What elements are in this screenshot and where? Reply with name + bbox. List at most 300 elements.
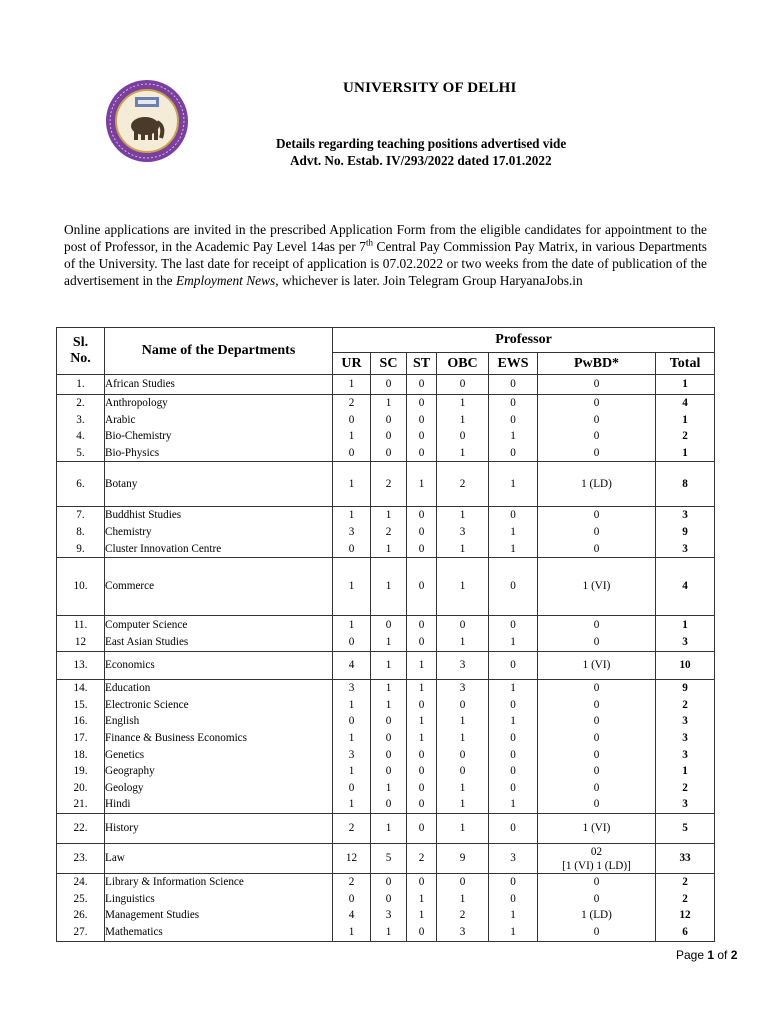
cell-line: 9 — [682, 682, 688, 695]
cell-line: 1 — [348, 430, 355, 443]
cell-line: 1 — [682, 619, 688, 632]
cell-st — [407, 844, 437, 874]
cell-line: 10 — [679, 659, 691, 672]
cell-line: 1 — [510, 798, 516, 811]
cell-line: 1 — [510, 925, 516, 938]
cell-line: 3 — [682, 798, 688, 811]
cell-line: 0 — [418, 781, 425, 794]
cell-line: 2 — [385, 478, 392, 491]
cell-sl — [57, 375, 105, 395]
cell-line: 1 — [348, 798, 355, 811]
cell-line: 1 — [385, 580, 392, 593]
cell-line: 0 — [418, 748, 425, 761]
cell-line: 1 — [682, 765, 688, 778]
cell-line: 0 — [510, 397, 516, 409]
cell-line: 3 — [348, 682, 355, 695]
cell-line: 2. — [76, 397, 85, 409]
cell-line: 0 — [510, 822, 516, 835]
cell-line: 2 — [682, 892, 688, 905]
cell-sl — [57, 680, 105, 814]
cell-line: 0 — [593, 525, 600, 538]
cell-dept — [105, 814, 333, 844]
cell-line: 0 — [510, 732, 516, 745]
cell-line: Library & Information Science — [105, 876, 244, 889]
cell-line: 0 — [593, 892, 600, 905]
cell-line: East Asian Studies — [105, 635, 189, 648]
cell-line: 1 — [348, 580, 355, 593]
cell-st — [407, 558, 437, 616]
cell-line: 4 — [348, 909, 355, 922]
cell-line: Linguistics — [105, 892, 155, 905]
cell-line: 16. — [73, 715, 88, 728]
university-seal-icon — [105, 78, 189, 164]
cell-line: 1 (LD) — [581, 478, 612, 491]
cell-line: 0 — [593, 509, 600, 522]
cell-line: 1 — [385, 509, 392, 522]
cell-sc — [371, 652, 407, 680]
cell-ur — [333, 680, 371, 814]
cell-line: Commerce — [105, 580, 155, 593]
cell-line: 1 — [459, 822, 466, 835]
cell-line: 0 — [459, 619, 466, 632]
cell-line: 9. — [76, 542, 85, 555]
cell-sl — [57, 844, 105, 874]
cell-line: 0 — [385, 798, 392, 811]
cell-total — [656, 507, 715, 558]
cell-line: 0 — [418, 698, 425, 711]
cell-ews — [489, 680, 538, 814]
cell-line: Arabic — [105, 413, 136, 426]
cell-line: 0 — [348, 635, 355, 648]
cell-line: 1 (VI) — [582, 822, 611, 835]
table-row — [57, 680, 715, 814]
cell-sc — [371, 375, 407, 395]
cell-line: 1 — [348, 619, 355, 632]
cell-line: 1 — [348, 925, 355, 938]
cell-line: 0 — [385, 765, 392, 778]
cell-line: 1 — [385, 397, 392, 409]
col-header-sl-line1: Sl. — [72, 335, 89, 350]
cell-line: 0 — [510, 619, 516, 632]
table-row — [57, 814, 715, 844]
cell-line: 1 — [459, 580, 466, 593]
cell-obc — [437, 652, 489, 680]
cell-line: 19. — [73, 765, 88, 778]
cell-total — [656, 616, 715, 652]
cell-line: 1 — [510, 715, 516, 728]
cell-dept — [105, 395, 333, 462]
cell-line: 1 — [682, 446, 688, 459]
cell-line: 0 — [593, 765, 600, 778]
cell-line: 0 — [418, 822, 425, 835]
cell-line: 0 — [418, 446, 425, 459]
cell-ews — [489, 462, 538, 507]
cell-line: Bio-Chemistry — [105, 430, 172, 443]
cell-line: 1 — [348, 732, 355, 745]
col-header-sc: SC — [371, 353, 407, 375]
intro-text-1: Online applications are invited in the prescribed Application Form from the eligible candidates for appointment to the post of Professor, in the Academic Pay Level 14as per 7 — [64, 222, 707, 254]
cell-line: 6. — [76, 478, 85, 491]
cell-line: 2 — [682, 781, 688, 794]
cell-line: 1 (LD) — [581, 909, 612, 922]
cell-line: 1 — [459, 781, 466, 794]
cell-line: 1 — [510, 635, 516, 648]
cell-line: 3 — [459, 659, 466, 672]
cell-ews — [489, 652, 538, 680]
cell-line: 8 — [682, 478, 688, 491]
cell-line: Hindi — [105, 798, 131, 811]
cell-st — [407, 507, 437, 558]
cell-line: 0 — [593, 413, 600, 426]
cell-line: 0 — [418, 765, 425, 778]
cell-line: 4 — [682, 397, 688, 409]
cell-line: 2 — [459, 909, 466, 922]
cell-line: 0 — [510, 892, 516, 905]
cell-sl — [57, 652, 105, 680]
col-header-professor: Professor — [333, 328, 715, 353]
cell-line: 2 — [348, 822, 355, 835]
cell-line: Geography — [105, 765, 155, 778]
cell-ur — [333, 375, 371, 395]
cell-line: 1 — [682, 378, 688, 391]
cell-dept — [105, 616, 333, 652]
table-row — [57, 652, 715, 680]
cell-ews — [489, 375, 538, 395]
cell-line: 3 — [459, 525, 466, 538]
cell-sl — [57, 558, 105, 616]
cell-line: 1 — [385, 659, 392, 672]
cell-ur — [333, 507, 371, 558]
cell-line: 1 — [682, 413, 688, 426]
advert-number: Advt. No. Estab. IV/293/2022 dated 17.01.2022 — [290, 153, 552, 168]
cell-line: Genetics — [105, 748, 145, 761]
cell-line: 1 — [459, 446, 466, 459]
cell-total — [656, 462, 715, 507]
table-row — [57, 874, 715, 941]
cell-line: 0 — [418, 413, 425, 426]
cell-line: 0 — [593, 430, 600, 443]
cell-line: 0 — [593, 732, 600, 745]
cell-line: 0 — [593, 748, 600, 761]
cell-line: Chemistry — [105, 525, 152, 538]
cell-line: 12 — [74, 635, 87, 648]
cell-pwbd — [538, 652, 656, 680]
cell-line: 2 — [385, 525, 392, 538]
col-header-sl-line2: No. — [70, 351, 91, 366]
cell-line: 0 — [459, 430, 466, 443]
cell-pwbd — [538, 558, 656, 616]
university-name: UNIVERSITY OF DELHI — [343, 80, 517, 96]
cell-line: 2 — [682, 876, 688, 889]
table-row — [57, 395, 715, 462]
cell-line: 1 — [510, 430, 516, 443]
cell-line: 0 — [459, 698, 466, 711]
cell-line: 1 — [418, 682, 425, 695]
cell-st — [407, 874, 437, 941]
cell-line: Computer Science — [105, 619, 188, 632]
cell-st — [407, 375, 437, 395]
cell-total — [656, 375, 715, 395]
cell-line: 15. — [73, 698, 88, 711]
col-header-sl — [57, 328, 105, 375]
cell-line: 1 — [510, 525, 516, 538]
cell-line: 0 — [510, 748, 516, 761]
cell-line: 3 — [348, 525, 355, 538]
cell-ur — [333, 558, 371, 616]
cell-total — [656, 652, 715, 680]
cell-line: 0 — [418, 430, 425, 443]
col-header-obc: OBC — [437, 353, 489, 375]
cell-ews — [489, 507, 538, 558]
cell-pwbd — [538, 874, 656, 941]
cell-line: 0 — [418, 397, 425, 409]
cell-sc — [371, 616, 407, 652]
cell-obc — [437, 507, 489, 558]
cell-line: 33 — [679, 852, 691, 865]
cell-ews — [489, 844, 538, 874]
cell-ur — [333, 462, 371, 507]
cell-line: 1 — [459, 715, 466, 728]
cell-total — [656, 844, 715, 874]
cell-dept — [105, 652, 333, 680]
cell-line: 0 — [348, 446, 355, 459]
cell-line: Finance & Business Economics — [105, 732, 248, 745]
cell-line: 1 — [348, 378, 355, 391]
cell-line: 3 — [385, 909, 392, 922]
cell-line: 0 — [418, 619, 425, 632]
cell-line: 0 — [593, 798, 600, 811]
cell-line: 0 — [385, 892, 392, 905]
cell-line: 1 — [385, 925, 392, 938]
cell-line: 1. — [76, 378, 85, 391]
cell-line: 0 — [593, 397, 600, 409]
cell-line: 1 (VI) — [582, 659, 611, 672]
cell-sc — [371, 395, 407, 462]
cell-line: 18. — [73, 748, 88, 761]
cell-line: 1 — [348, 478, 355, 491]
cell-line: 24. — [73, 876, 88, 889]
cell-line: 0 — [459, 765, 466, 778]
cell-line: 1 — [418, 715, 425, 728]
intro-text-2: Central Pay Commission Pay Matrix, in various Departments of the University. The last date for receipt of application is 07.02.2022 or two weeks from the date of publication of the advertisement in the — [64, 239, 708, 288]
cell-sc — [371, 680, 407, 814]
cell-line: 9 — [682, 525, 688, 538]
cell-line: 1 — [510, 478, 516, 491]
cell-line: 0 — [418, 876, 425, 889]
cell-line: 2 — [348, 397, 355, 409]
cell-line: 0 — [418, 798, 425, 811]
cell-obc — [437, 814, 489, 844]
cell-line: Geology — [105, 781, 144, 794]
cell-line: Anthropology — [105, 397, 168, 409]
cell-st — [407, 462, 437, 507]
cell-line: 1 — [348, 765, 355, 778]
cell-line: African Studies — [105, 378, 175, 391]
col-header-total: Total — [656, 353, 715, 375]
cell-sl — [57, 616, 105, 652]
cell-st — [407, 652, 437, 680]
cell-line: 3 — [682, 509, 688, 522]
page-prefix: Page — [676, 948, 708, 962]
cell-line: 2 — [459, 478, 466, 491]
cell-ur — [333, 616, 371, 652]
cell-line: 0 — [593, 635, 600, 648]
cell-sl — [57, 395, 105, 462]
cell-line: 0 — [510, 765, 516, 778]
cell-pwbd — [538, 680, 656, 814]
cell-line: 3 — [510, 852, 516, 865]
cell-line: 0 — [348, 542, 355, 555]
intro-paragraph — [64, 221, 707, 289]
cell-sc — [371, 558, 407, 616]
cell-sc — [371, 844, 407, 874]
cell-line: 1 — [459, 798, 466, 811]
cell-dept — [105, 507, 333, 558]
cell-ur — [333, 844, 371, 874]
cell-line: 0 — [593, 619, 600, 632]
cell-line: 10. — [73, 580, 88, 593]
cell-dept — [105, 680, 333, 814]
cell-line: 1 — [459, 732, 466, 745]
cell-ews — [489, 558, 538, 616]
cell-line: 1 — [459, 892, 466, 905]
cell-line: 0 — [348, 892, 355, 905]
cell-line: 23. — [73, 852, 88, 865]
cell-line: 0 — [348, 781, 355, 794]
cell-ews — [489, 395, 538, 462]
cell-line: 3 — [682, 748, 688, 761]
cell-line: 0 — [385, 413, 392, 426]
table-row — [57, 558, 715, 616]
cell-line: Cluster Innovation Centre — [105, 542, 222, 555]
cell-dept — [105, 558, 333, 616]
cell-ews — [489, 616, 538, 652]
cell-dept — [105, 462, 333, 507]
cell-sl — [57, 462, 105, 507]
page-number — [676, 948, 737, 962]
cell-total — [656, 814, 715, 844]
cell-ews — [489, 874, 538, 941]
col-header-st: ST — [407, 353, 437, 375]
cell-sc — [371, 507, 407, 558]
cell-ur — [333, 652, 371, 680]
cell-sc — [371, 874, 407, 941]
cell-line: 1 — [348, 509, 355, 522]
cell-line: 0 — [459, 876, 466, 889]
cell-pwbd — [538, 375, 656, 395]
cell-line: History — [105, 822, 139, 835]
cell-line: 0 — [385, 715, 392, 728]
cell-obc — [437, 375, 489, 395]
cell-line: 1 (VI) — [582, 580, 611, 593]
cell-line: Education — [105, 682, 151, 695]
cell-line: 0 — [385, 619, 392, 632]
cell-line: 0 — [385, 430, 392, 443]
page-total: 2 — [730, 948, 738, 962]
cell-line: 0 — [459, 378, 466, 391]
cell-line: 20. — [73, 781, 88, 794]
cell-line: 1 — [510, 682, 516, 695]
cell-line: 1 — [459, 413, 466, 426]
cell-line: 5 — [385, 852, 392, 865]
cell-line: 02 [1 (VI) 1 (LD)] — [562, 845, 631, 872]
cell-line: 0 — [593, 682, 600, 695]
table-row — [57, 616, 715, 652]
cell-line: 14. — [73, 682, 88, 695]
cell-pwbd — [538, 507, 656, 558]
cell-ur — [333, 395, 371, 462]
intro-superscript: th — [365, 237, 373, 248]
cell-line: Buddhist Studies — [105, 509, 182, 522]
cell-ews — [489, 814, 538, 844]
page-current: 1 — [707, 948, 715, 962]
col-header-ur: UR — [333, 353, 371, 375]
cell-line: 1 — [348, 698, 355, 711]
cell-line: 1 — [385, 822, 392, 835]
col-header-dept: Name of the Departments — [105, 328, 333, 375]
cell-line: 1 — [385, 542, 392, 555]
cell-line: 0 — [418, 509, 425, 522]
cell-line: 0 — [593, 715, 600, 728]
cell-line: 1 — [510, 909, 516, 922]
cell-line: Electronic Science — [105, 698, 189, 711]
cell-line: 26. — [73, 909, 88, 922]
cell-line: 2 — [682, 430, 688, 443]
cell-line: Economics — [105, 659, 155, 672]
table-row — [57, 375, 715, 395]
cell-ur — [333, 814, 371, 844]
cell-line: 1 — [385, 682, 392, 695]
cell-line: 3 — [459, 925, 466, 938]
cell-line: Management Studies — [105, 909, 200, 922]
cell-line: 0 — [385, 378, 392, 391]
cell-line: 11. — [73, 619, 88, 632]
cell-line: 2 — [418, 852, 425, 865]
cell-dept — [105, 874, 333, 941]
cell-pwbd — [538, 616, 656, 652]
cell-line: 0 — [510, 378, 516, 391]
page-of: of — [714, 948, 731, 962]
cell-line: 7. — [76, 509, 85, 522]
table-row — [57, 507, 715, 558]
cell-line: 1 — [459, 542, 466, 555]
cell-st — [407, 814, 437, 844]
cell-st — [407, 680, 437, 814]
cell-line: 2 — [348, 876, 355, 889]
cell-line: 27. — [73, 925, 88, 938]
cell-line: 1 — [418, 892, 425, 905]
cell-line: 0 — [418, 542, 425, 555]
cell-line: 0 — [418, 925, 425, 938]
cell-line: 4. — [76, 430, 85, 443]
cell-line: Mathematics — [105, 925, 163, 938]
cell-pwbd — [538, 814, 656, 844]
cell-line: 1 — [418, 732, 425, 745]
cell-total — [656, 874, 715, 941]
cell-line: 0 — [418, 635, 425, 648]
cell-line: 25. — [73, 892, 88, 905]
cell-line: 21. — [73, 798, 88, 811]
cell-line: 6 — [682, 925, 688, 938]
cell-line: 1 — [418, 478, 425, 491]
cell-line: Botany — [105, 478, 138, 491]
cell-line: 4 — [682, 580, 688, 593]
cell-sl — [57, 874, 105, 941]
cell-line: 1 — [459, 397, 466, 409]
cell-obc — [437, 844, 489, 874]
cell-line: 3 — [459, 682, 466, 695]
cell-line: 0 — [459, 748, 466, 761]
